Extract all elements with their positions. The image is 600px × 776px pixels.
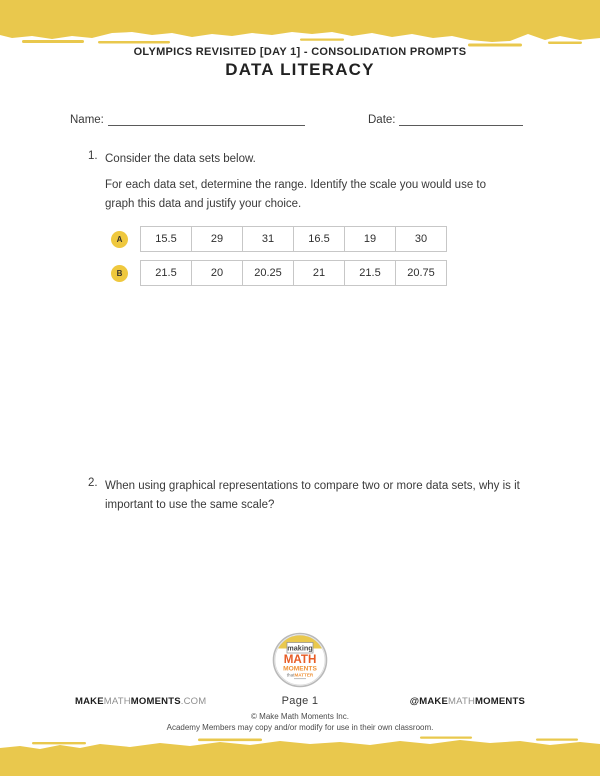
- date-label: Date:: [368, 114, 396, 126]
- table-cell: 20: [192, 260, 243, 286]
- top-brush-banner: [0, 0, 600, 48]
- logo-moments-text: MOMENTS: [283, 665, 317, 673]
- table-cell: 16.5: [294, 226, 345, 252]
- table-cell: 21.5: [345, 260, 396, 286]
- worksheet-title: DATA LITERACY: [225, 60, 375, 79]
- table-cell: 15.5: [141, 226, 192, 252]
- question-2-number: 2.: [88, 477, 98, 489]
- footer-website-moments: MOMENTS: [130, 696, 181, 707]
- data-set-b-table: [140, 260, 447, 286]
- logo-matter-text: MATTER: [294, 672, 314, 678]
- table-cell: 19: [345, 226, 396, 252]
- logo-graphic: [271, 631, 329, 689]
- footer-social-handle: [410, 696, 525, 707]
- table-cell: 31: [243, 226, 294, 252]
- data-set-b-badge: B: [111, 265, 128, 282]
- page-number: Page 1: [281, 695, 319, 707]
- data-set-a-badge: A: [111, 231, 128, 248]
- license-line: Academy Members may copy and/or modify for use in their own classroom.: [166, 723, 434, 732]
- logo-making-text: making: [287, 643, 313, 653]
- table-cell: 30: [396, 226, 447, 252]
- date-blank-line: [399, 112, 523, 126]
- footer-website-math: MATH: [103, 696, 131, 707]
- table-cell: 29: [192, 226, 243, 252]
- question-2-text: When using graphical representations to compare two or more data sets, why is it important to use the same scale?: [105, 480, 520, 511]
- footer-website-make: MAKE: [75, 696, 104, 707]
- data-set-a-row: [111, 226, 447, 252]
- footer-handle-make: @MAKE: [409, 696, 449, 707]
- logo-that-text: that: [286, 672, 295, 678]
- footer-row: [0, 696, 600, 710]
- worksheet-subtitle: OLYMPICS REVISITED [DAY 1] - CONSOLIDATION PROMPTS: [133, 46, 467, 58]
- table-cell: 20.75: [396, 260, 447, 286]
- data-set-a-table: [140, 226, 447, 252]
- table-cell: 21: [294, 260, 345, 286]
- data-set-b-row: [111, 260, 447, 286]
- footer-handle-moments: MOMENTS: [475, 696, 525, 707]
- name-label: Name:: [70, 114, 104, 126]
- svg-text:thatMATTER: [287, 672, 314, 677]
- question-1-text: Consider the data sets below.: [105, 153, 256, 165]
- footer-website-com: .COM: [180, 696, 207, 707]
- name-date-row: [70, 112, 530, 132]
- question-1-number: 1.: [88, 150, 98, 162]
- question-1-detail: For each data set, determine the range. Identify the scale you would use to graph this data and justify your choice.: [105, 179, 487, 210]
- table-cell: 20.25: [243, 260, 294, 286]
- name-blank-line: [108, 112, 305, 126]
- table-cell: 21.5: [141, 260, 192, 286]
- make-math-moments-logo: [271, 631, 329, 689]
- bottom-brush-banner: [0, 736, 600, 776]
- logo-math-text: MATH: [283, 653, 317, 667]
- footer-handle-math: MATH: [448, 696, 476, 707]
- copyright-line: © Make Math Moments Inc.: [251, 712, 349, 721]
